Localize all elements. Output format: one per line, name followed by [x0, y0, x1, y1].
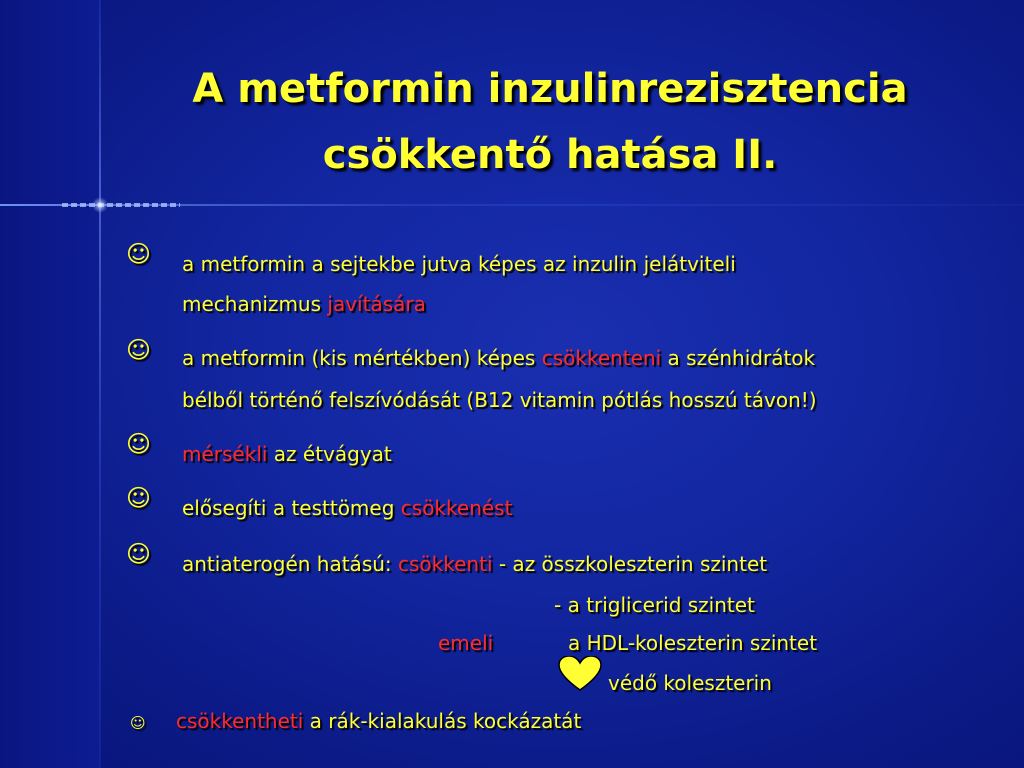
smiley-icon: ☺ — [126, 540, 152, 568]
bullet-6 — [176, 709, 581, 733]
bullet-5-emeli: emeli — [438, 631, 494, 655]
left-band — [0, 0, 100, 768]
heart-icon — [558, 656, 602, 692]
bullet-4-text: elősegíti a testtömeg — [182, 496, 401, 520]
bullet-1-text-2: mechanizmus — [182, 292, 328, 316]
bullet-2-text-b: a szénhidrátok — [661, 346, 816, 370]
bullet-3-text: az étvágyat — [267, 442, 392, 466]
vertical-divider — [99, 0, 101, 768]
smiley-icon: ☺ — [130, 714, 146, 732]
smiley-icon: ☺ — [126, 430, 152, 458]
bullet-2-line-1 — [182, 346, 815, 370]
bullet-1-line-2 — [182, 292, 426, 316]
bullet-5-sub-1 — [554, 593, 755, 617]
bullet-4 — [182, 496, 512, 520]
bullet-5-sub-2 — [568, 631, 817, 655]
bullet-1-line-1 — [182, 252, 736, 276]
bullet-6-text: a rák-kialakulás kockázatát — [303, 709, 582, 733]
divider-dash-accent — [62, 203, 180, 207]
bullet-2-text-2: bélből történő felszívódását (B12 vitamin pótlás hosszú távon!) — [182, 388, 817, 412]
bullet-5-sub-2-highlight — [438, 631, 493, 655]
bullet-5-text-a: antiaterogén hatású: — [182, 552, 399, 576]
divider-sparkle — [92, 197, 108, 213]
bullet-5-line-1 — [182, 552, 767, 576]
bullet-3-highlight: mérsékli — [182, 442, 268, 466]
bullet-5-sub-3-text: védő koleszterin — [608, 671, 772, 695]
title-line-1: A metformin inzulinrezisztencia — [192, 66, 908, 112]
smiley-icon: ☺ — [126, 336, 152, 364]
bullet-6-highlight: csökkentheti — [176, 709, 304, 733]
bullet-5-sub-3 — [608, 671, 772, 695]
bullet-3 — [182, 442, 392, 466]
slide-title — [110, 56, 990, 188]
bullet-5-sub-1-text: - a triglicerid szintet — [554, 593, 755, 617]
bullet-1-highlight: javítására — [327, 292, 426, 316]
title-line-2: csökkentő hatása II. — [322, 132, 778, 178]
bullet-2-highlight: csökkenteni — [541, 346, 662, 370]
bullet-2-line-2 — [182, 388, 817, 412]
bullet-5-text-b: - az összkoleszterin szintet — [492, 552, 768, 576]
smiley-icon: ☺ — [126, 484, 152, 512]
bullet-1-text: a metformin a sejtekbe jutva képes az inzulin jelátviteli — [182, 252, 736, 276]
bullet-4-highlight: csökkenést — [400, 496, 513, 520]
bullet-5-sub-2-text: a HDL-koleszterin szintet — [568, 631, 818, 655]
bullet-2-text-a: a metformin (kis mértékben) képes — [182, 346, 542, 370]
bullet-5-highlight: csökkenti — [398, 552, 493, 576]
smiley-icon: ☺ — [126, 240, 152, 268]
